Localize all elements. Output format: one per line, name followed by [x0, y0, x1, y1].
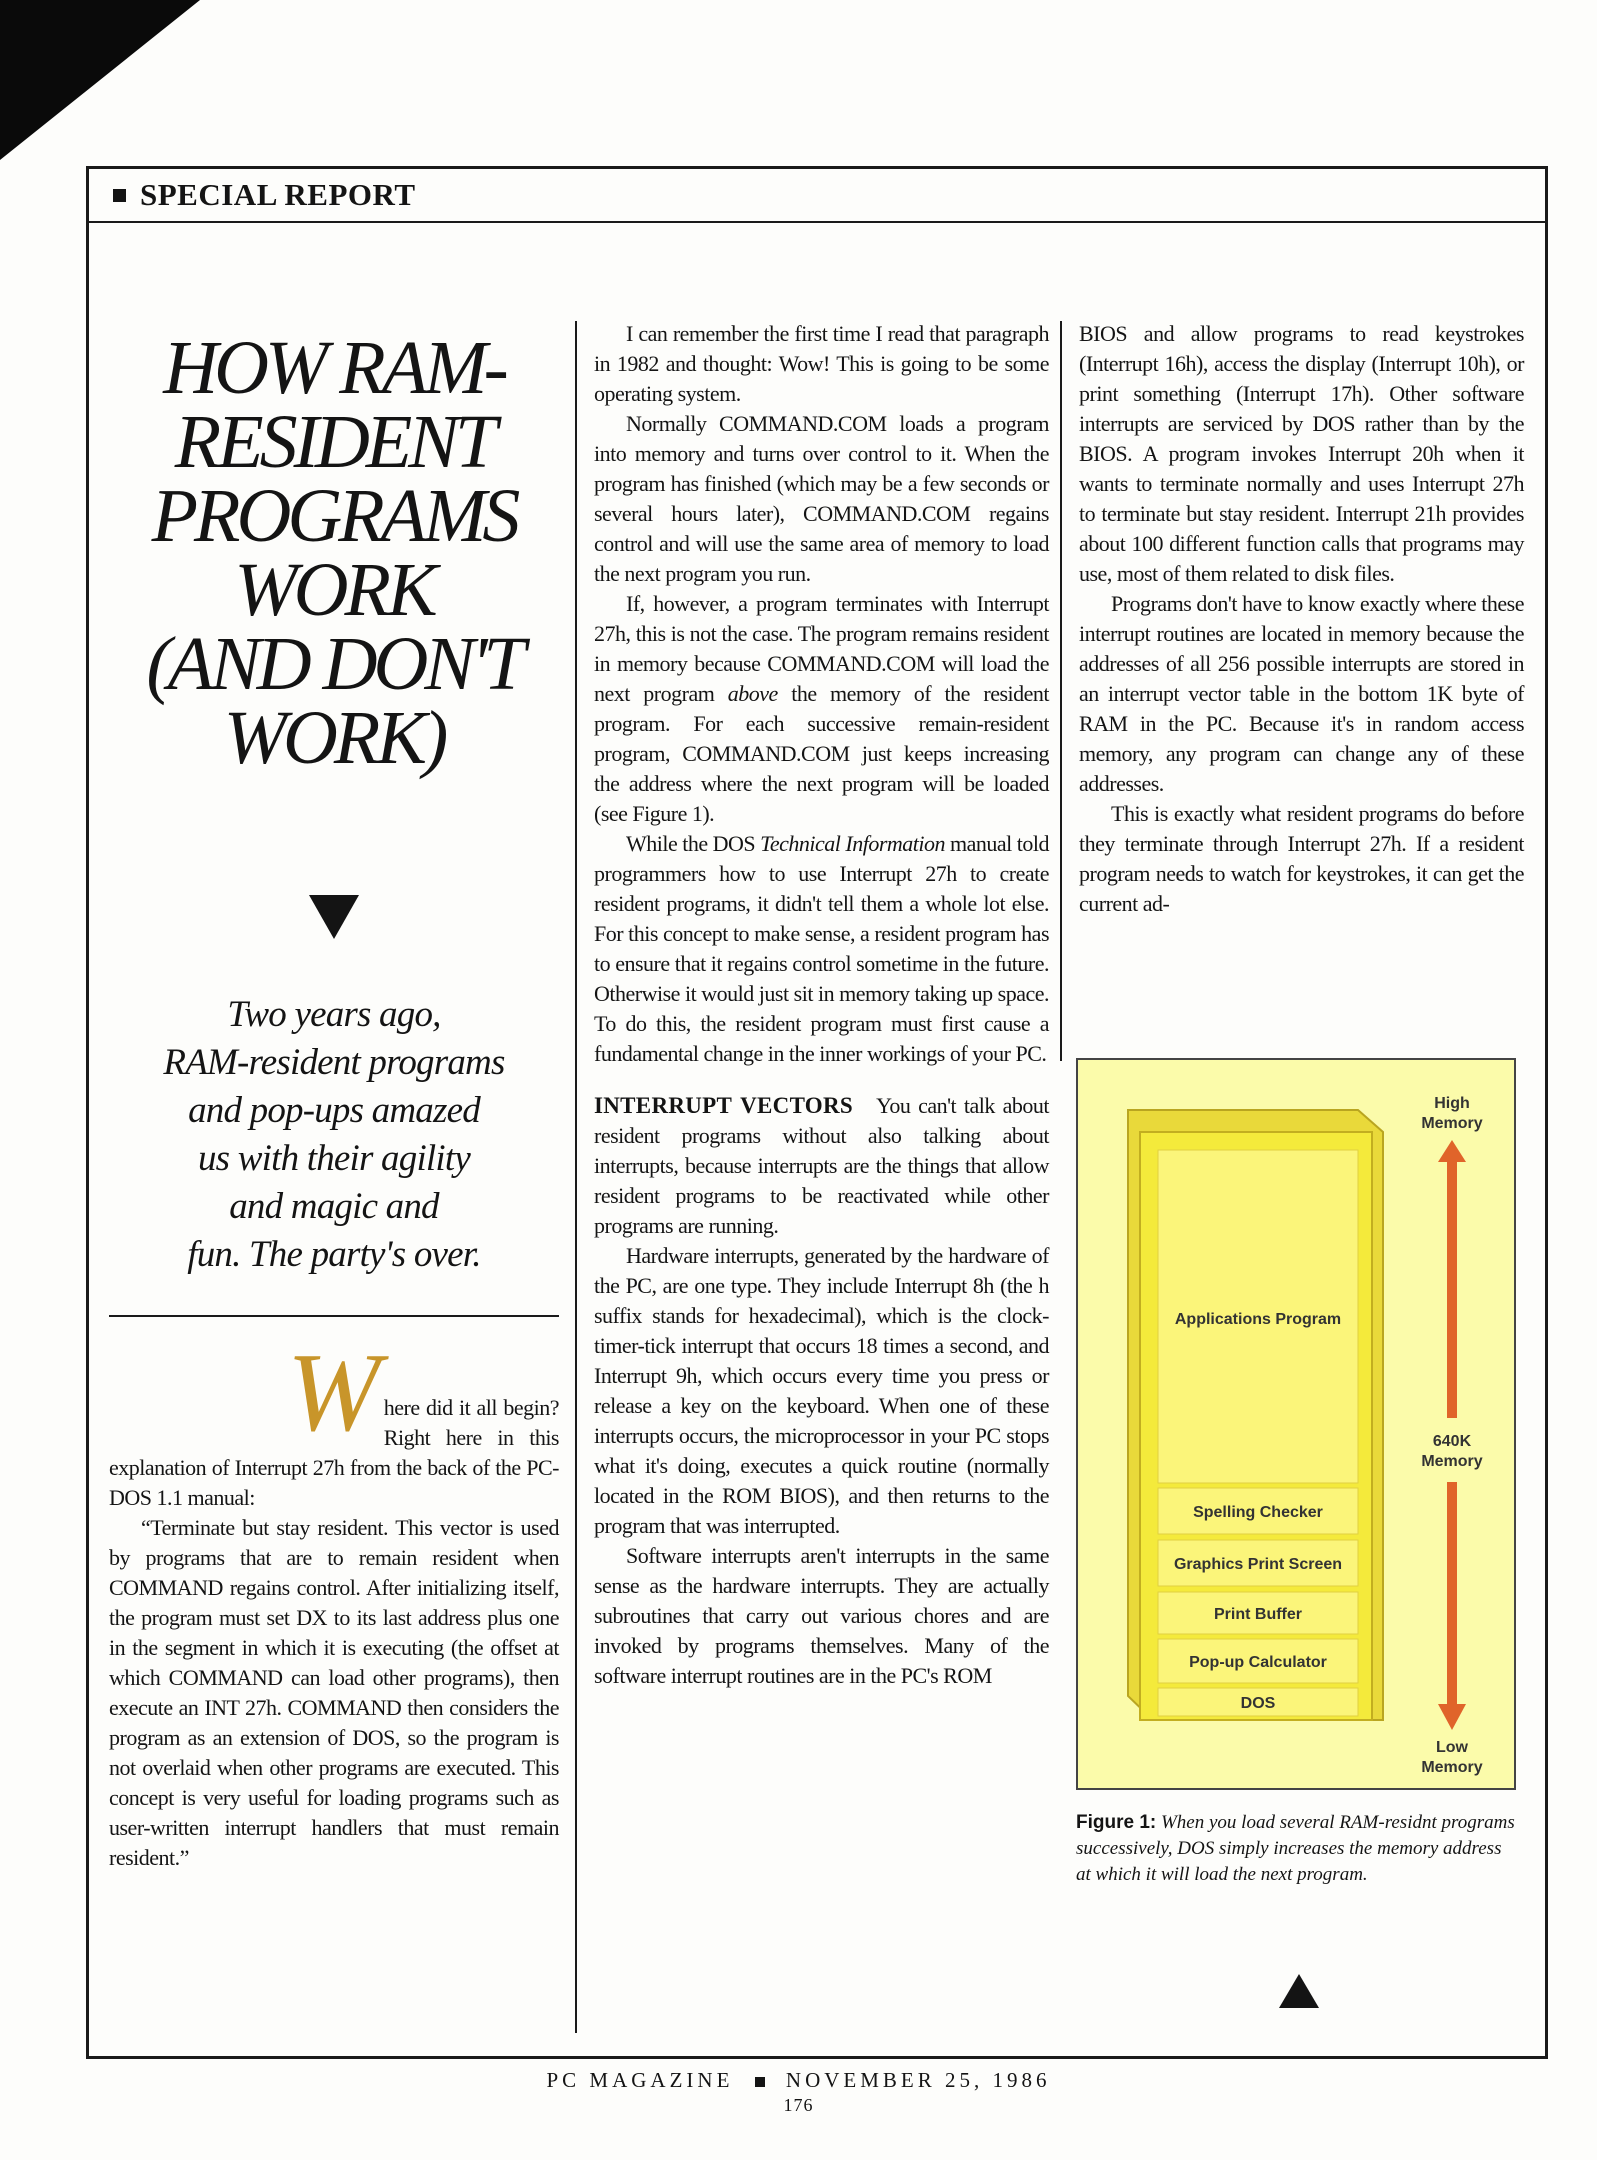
opening-paragraph	[109, 1331, 559, 1513]
triangle-up-icon	[1279, 1974, 1319, 2008]
section-header	[89, 169, 1545, 223]
paragraph-text: here did it all begin? Right here in this explanation of Interrupt 27h from the back of the PC-DOS 1.1 manual:	[109, 1395, 559, 1510]
text-span: While the DOS	[626, 831, 756, 856]
high-memory-label: High	[1434, 1095, 1470, 1112]
deck-line: and magic and	[229, 1186, 439, 1227]
low-memory-label: Low	[1436, 1739, 1468, 1756]
figure-1	[1076, 1058, 1516, 1976]
arrow-down-icon	[1438, 1704, 1466, 1730]
emphasis: above	[727, 681, 778, 706]
column-divider	[1060, 321, 1062, 1061]
paragraph: This is exactly what resident programs do before they terminate through Interrupt 27h. If a resident program needs to watch for keystrokes, it can get the current ad-	[1079, 801, 1524, 916]
text-span: the memory of the resident program. For each successive remain-resident program, COMMAND.COM just keeps increasing the address where the next program will be loaded (see Figure 1).	[594, 681, 1050, 826]
quote-paragraph: “Terminate but stay resident. This vector is used by programs that are to remain resident when COMMAND regains control. After initializing itself, the program must set DX to its last address plus one in the segment in which it is executing (the offset at which COMMAND can load other programs), then execute an INT 27h. COMMAND then considers the program as an extension of DOS, so the program is not overlaid when other programs are executed. This concept is very useful for loading programs such as user-written interrupt handlers that must remain resident.”	[109, 1515, 559, 1870]
deck-line: RAM-resident programs	[163, 1042, 505, 1083]
column-1-body	[109, 1331, 559, 1873]
column-3	[1079, 319, 1524, 919]
paragraph: Normally COMMAND.COM loads a program into memory and turns over control to it. When the program has finished (which may be a few seconds or several hours later), COMMAND.COM regains control and will use the same area of memory to load the next program you run.	[594, 411, 1049, 586]
figure-label: Figure 1:	[1076, 1812, 1157, 1833]
paragraph: Hardware interrupts, generated by the hardware of the PC, are one type. They include Interrupt 8h (the h suffix stands for hexadecimal), which is the clock-timer-tick interrupt that occurs 18 times a second, and Interrupt 9h, which occurs every time you press or release a key on the keyboard. When one of these interrupts occurs, the microprocessor in your PC stops what it's doing, executes a quick routine (normally located in the ROM BIOS), and then returns to the program that was interrupted.	[594, 1243, 1049, 1538]
paragraph: Programs don't have to know exactly where these interrupt routines are located in memory because the addresses of all 256 possible interrupts are stored in an interrupt vector table in the bottom 1K byte of RAM in the PC. Because it's in random access memory, any program can change any of these addresses.	[1079, 591, 1524, 796]
drop-cap: W	[287, 1331, 380, 1455]
text-span: manual told programmers how to use Interrupt 27h to create resident programs, it didn't tell them a whole lot else. For this concept to make sense, a resident program has to ensure that it regains control sometime in the future. Otherwise it would just sit in memory taking up space. To do this, the resident program must first cause a fundamental change in the inner workings of your PC.	[594, 831, 1049, 1066]
article-deck	[109, 991, 559, 1279]
arrow-up-icon	[1438, 1140, 1466, 1162]
title-line: HOW RAM-	[163, 326, 505, 410]
figure-caption	[1076, 1810, 1516, 1888]
page-corner-fold	[0, 0, 200, 160]
page-number: 176	[783, 2095, 814, 2115]
title-line: (AND DON'T	[146, 622, 522, 706]
block-label: Pop-up Calculator	[1189, 1654, 1327, 1671]
paragraph	[594, 589, 1049, 829]
title-line: RESIDENT	[174, 400, 494, 484]
mid-memory-label: Memory	[1421, 1453, 1483, 1470]
arrow-shaft	[1447, 1160, 1457, 1418]
article-title	[109, 326, 559, 780]
horizontal-rule	[109, 1315, 559, 1317]
deck-line: fun. The party's over.	[187, 1234, 481, 1275]
memory-map-diagram	[1078, 1060, 1514, 1788]
low-memory-label: Memory	[1421, 1759, 1483, 1776]
paragraph: BIOS and allow programs to read keystrokes (Interrupt 16h), access the display (Interrupt 10h), or print something (Interrupt 17h). Other software interrupts are serviced by DOS rather than by the BIOS. A program invokes Interrupt 20h when it wants to terminate normally and uses Interrupt 27h to terminate but stay resident. Interrupt 21h provides about 100 different function calls that programs may use, most of them related to disk files.	[1079, 321, 1524, 586]
triangle-down-icon	[309, 895, 359, 939]
deck-line: Two years ago,	[227, 994, 441, 1035]
title-line: PROGRAMS	[151, 474, 517, 558]
paragraph	[594, 829, 1049, 1069]
square-bullet-icon	[113, 189, 126, 202]
paragraph	[594, 1091, 1049, 1241]
page-footer	[0, 2068, 1597, 2116]
emphasis: Technical Information	[760, 831, 946, 856]
block-label: Applications Program	[1174, 1311, 1342, 1328]
arrow-shaft	[1447, 1482, 1457, 1704]
caption-text: When you load several RAM-residnt programs successively, DOS simply increases the memory address at which it will load the next program.	[1076, 1812, 1515, 1885]
block-label: Spelling Checker	[1193, 1504, 1323, 1521]
text-span: If, however, a program terminates with Interrupt 27h, this is not the case. The program remains resident in memory because COMMAND.COM will load the next program	[594, 591, 1049, 706]
column-2	[594, 319, 1049, 1691]
figure-panel	[1076, 1058, 1516, 1790]
square-bullet-icon	[755, 2077, 765, 2087]
column-1	[109, 319, 559, 1873]
deck-line: and pop-ups amazed	[188, 1090, 480, 1131]
issue-date: NOVEMBER 25, 1986	[785, 2068, 1051, 2092]
block-label: Graphics Print Screen	[1173, 1556, 1343, 1573]
paragraph: Software interrupts aren't interrupts in the same sense as the hardware interrupts. They are actually subroutines that carry out various chores and are invoked by programs themselves. Many of the software interrupt routines are in the PC's ROM	[594, 1543, 1049, 1688]
block-label: DOS	[1240, 1695, 1276, 1712]
deck-line: us with their agility	[197, 1138, 470, 1179]
paragraph: I can remember the first time I read that paragraph in 1982 and thought: Wow! This is going to be some operating system.	[594, 321, 1049, 406]
publication-name: PC MAGAZINE	[546, 2068, 734, 2092]
column-divider	[575, 321, 577, 2033]
section-label: SPECIAL REPORT	[140, 177, 416, 212]
title-line: WORK	[234, 548, 434, 632]
subhead: INTERRUPT VECTORS	[594, 1093, 853, 1118]
high-memory-label: Memory	[1421, 1115, 1483, 1132]
block-label: Print Buffer	[1214, 1606, 1302, 1623]
mid-memory-label: 640K	[1432, 1433, 1472, 1450]
text-span: You can't talk about resident programs without also talking about interrupts, because interrupts are the things that allow resident programs to be reactivated while other programs are running.	[594, 1093, 1049, 1238]
title-line: WORK)	[223, 696, 445, 780]
